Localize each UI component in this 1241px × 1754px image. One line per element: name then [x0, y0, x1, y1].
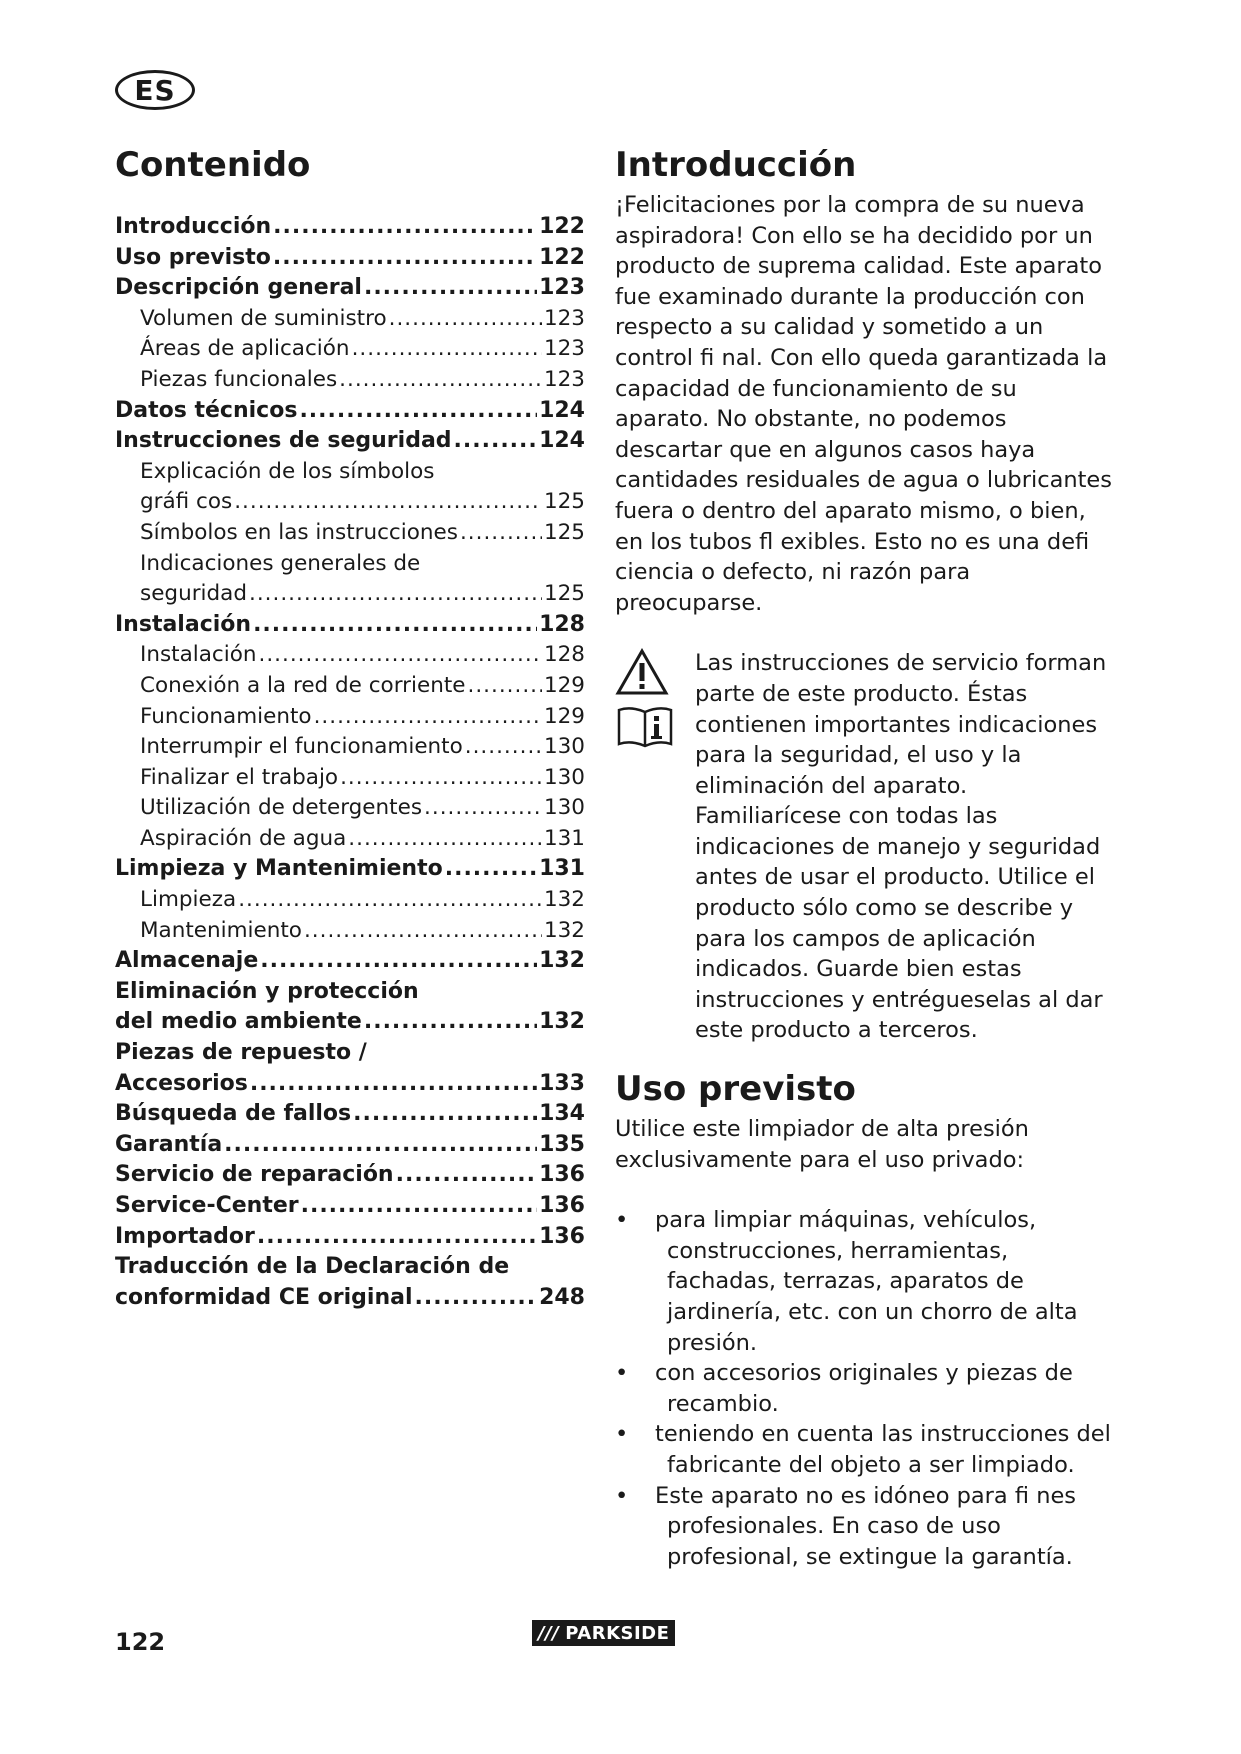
- toc-entry-page: 123: [543, 366, 585, 392]
- toc-leader-dots: [340, 763, 542, 794]
- toc-leader-dots: [224, 1130, 537, 1161]
- intro-paragraph: ¡Felicitaciones por la compra de su nueva aspiradora! Con ello se ha decidido por un producto de suprema calidad. Este aparato fue examinado durante la producción con respecto a su calidad y sometido a un control fi nal. Con ello queda garantizada la capacidad de funcionamiento de su aparato. No obstante, no podemos descartar que en algunos casos haya cantidades residuales de agua o lubricantes fuera o dentro del aparato mismo, o bien, en los tubos fl exibles. Esto no es una defi ciencia o defecto, ni razón para preocuparse.: [615, 192, 1112, 616]
- toc-entry-label: Uso previsto: [115, 244, 271, 270]
- content-column: [615, 140, 1115, 1572]
- uso-title: Uso previsto: [615, 1069, 856, 1110]
- toc-leader-dots: [445, 854, 537, 885]
- toc-entry-label: Funcionamiento: [140, 703, 312, 729]
- toc-entry-label: Limpieza: [140, 887, 237, 913]
- brand-slashes: ///: [538, 1622, 560, 1644]
- toc-entry: [115, 518, 585, 549]
- toc-leader-dots: [415, 1283, 538, 1314]
- toc-entry: [115, 1252, 585, 1283]
- toc-leader-dots: [250, 1069, 537, 1100]
- toc-entry-page: 125: [543, 581, 585, 607]
- list-item: [615, 1481, 1115, 1573]
- toc-list: [115, 212, 585, 1313]
- toc-entry: [115, 1069, 585, 1100]
- toc-entry-label: Áreas de aplicación: [140, 336, 350, 362]
- toc-leader-dots: [299, 396, 537, 427]
- toc-entry-label: Aspiración de agua: [140, 825, 347, 851]
- toc-entry: [115, 763, 585, 794]
- toc-leader-dots: [468, 671, 542, 702]
- toc-entry-page: 130: [543, 764, 585, 790]
- toc-entry: [115, 1283, 585, 1314]
- toc-leader-dots: [460, 518, 542, 549]
- brand-logo: [532, 1620, 675, 1646]
- toc-entry-label: Descripción general: [115, 275, 362, 301]
- brand-name: PARKSIDE: [565, 1622, 670, 1644]
- toc-entry-page: 133: [539, 1070, 585, 1096]
- toc-entry-label: Introducción: [115, 214, 272, 239]
- toc-entry: [115, 977, 585, 1008]
- toc-entry-page: 131: [543, 825, 585, 851]
- toc-entry-page: 132: [543, 917, 585, 943]
- toc-entry: [115, 304, 585, 335]
- toc-entry-page: 128: [543, 642, 585, 668]
- toc-entry-label: Búsqueda de fallos: [115, 1101, 352, 1127]
- toc-entry: [115, 1038, 585, 1069]
- toc-entry-label: Servicio de reparación: [115, 1162, 394, 1188]
- toc-entry-label: Instrucciones de seguridad: [115, 428, 452, 454]
- toc-entry-label: Volumen de suministro: [140, 305, 387, 331]
- toc-entry-page: 131: [539, 856, 585, 882]
- toc-entry-label: Indicaciones generales de: [140, 550, 421, 576]
- toc-entry-label: Símbolos en las instrucciones: [140, 519, 458, 545]
- toc-leader-dots: [396, 1160, 537, 1191]
- toc-leader-dots: [273, 243, 537, 274]
- toc-entry-label: Finalizar el trabajo: [140, 764, 339, 790]
- toc-entry: [115, 426, 585, 457]
- toc-entry-page: 130: [543, 734, 585, 760]
- toc-entry-page: 122: [539, 244, 585, 270]
- toc-entry-page: 125: [543, 519, 585, 545]
- toc-entry-label: gráfi cos: [140, 489, 233, 515]
- page-number: 122: [115, 1628, 166, 1656]
- warning-triangle-icon: [615, 648, 669, 696]
- toc-entry: [115, 1099, 585, 1130]
- toc-entry-label: Limpieza y Mantenimiento: [115, 856, 443, 882]
- toc-entry: [115, 457, 585, 488]
- toc-entry-label: Garantía: [115, 1131, 223, 1157]
- toc-entry: [115, 1160, 585, 1191]
- toc-entry-label: conformidad CE original: [115, 1284, 413, 1310]
- toc-leader-dots: [238, 885, 542, 916]
- toc-entry-label: Importador: [115, 1223, 255, 1249]
- list-item: [615, 1419, 1115, 1480]
- toc-entry: [115, 885, 585, 916]
- toc-entry: [115, 243, 585, 274]
- toc-entry-label: Utilización de detergentes: [140, 795, 423, 821]
- toc-entry: [115, 334, 585, 365]
- toc-entry: [115, 365, 585, 396]
- toc-leader-dots: [424, 793, 542, 824]
- toc-entry-label: Service-Center: [115, 1193, 299, 1218]
- toc-entry-page: 123: [543, 305, 585, 331]
- toc-entry-page: 123: [539, 275, 585, 301]
- note-text: Las instrucciones de servicio forman parte de este producto. Éstas contienen importantes indicaciones para la seguridad, el uso y la eliminación del aparato. Familiarícese con todas las indicaciones de manejo y seguridad antes de usar el producto. Utilice el producto sólo como se describe y para los campos de aplicación indicados. Guarde bien estas instrucciones y entrégueselas al dar este producto a terceros.: [695, 650, 1107, 1044]
- toc-leader-dots: [353, 1099, 537, 1130]
- list-item-text: • para limpiar máquinas, vehículos, construcciones, herramientas, fachadas, terrazas, aparatos de jardinería, etc. con un chorro de alta presión.: [655, 1207, 1078, 1356]
- toc-entry: [115, 487, 585, 518]
- toc-entry-label: Explicación de los símbolos: [140, 458, 435, 484]
- toc-column: [115, 140, 585, 1313]
- toc-entry-label: del medio ambiente: [115, 1009, 362, 1035]
- toc-entry: [115, 273, 585, 304]
- toc-entry-page: 124: [539, 397, 585, 423]
- toc-entry-page: 134: [539, 1101, 585, 1127]
- language-badge: ES: [115, 70, 195, 110]
- toc-leader-dots: [314, 702, 542, 733]
- toc-entry-label: Conexión a la red de corriente: [140, 672, 466, 698]
- toc-entry-page: 132: [539, 948, 585, 974]
- toc-entry: [115, 396, 585, 427]
- list-item: [615, 1205, 1115, 1358]
- toc-leader-dots: [465, 732, 542, 763]
- toc-entry: [115, 579, 585, 610]
- toc-entry-page: 248: [539, 1284, 585, 1310]
- toc-leader-dots: [304, 916, 542, 947]
- toc-leader-dots: [260, 946, 537, 977]
- toc-entry-label: Interrumpir el funcionamiento: [140, 734, 463, 760]
- toc-entry-label: Accesorios: [115, 1070, 248, 1096]
- toc-entry: [115, 854, 585, 885]
- toc-leader-dots: [339, 365, 542, 396]
- toc-entry-page: 136: [539, 1193, 585, 1218]
- toc-entry-page: 122: [539, 214, 585, 239]
- list-item-text: • Este aparato no es idóneo para fi nes profesionales. En caso de uso profesional, se extingue la garantía.: [655, 1482, 1077, 1570]
- toc-entry-label: Piezas funcionales: [140, 366, 338, 392]
- toc-entry-page: 128: [539, 611, 585, 637]
- toc-leader-dots: [234, 487, 542, 518]
- toc-leader-dots: [257, 1222, 537, 1253]
- toc-entry-page: 136: [539, 1223, 585, 1249]
- toc-entry-page: 135: [539, 1131, 585, 1157]
- toc-entry: [115, 1130, 585, 1161]
- toc-entry: [115, 793, 585, 824]
- toc-entry-label: Eliminación y protección: [115, 978, 419, 1004]
- toc-entry-label: Instalación: [115, 611, 252, 637]
- toc-entry-page: 132: [539, 1009, 585, 1035]
- manual-info-icon: [615, 704, 675, 748]
- uso-paragraph: Utilice este limpiador de alta presión exclusivamente para el uso privado:: [615, 1116, 1029, 1173]
- toc-entry: [115, 916, 585, 947]
- toc-entry: [115, 824, 585, 855]
- safety-note: [615, 648, 1115, 1046]
- toc-entry-label: seguridad: [140, 581, 247, 607]
- note-icons: [615, 648, 695, 1046]
- toc-leader-dots: [364, 273, 537, 304]
- intro-title: Introducción: [615, 145, 857, 185]
- toc-title: Contenido: [115, 145, 311, 185]
- toc-entry: [115, 1222, 585, 1253]
- list-item: [615, 1358, 1115, 1419]
- toc-leader-dots: [454, 426, 538, 457]
- toc-leader-dots: [348, 824, 542, 855]
- toc-entry-page: 132: [543, 887, 585, 913]
- list-item-text: • con accesorios originales y piezas de recambio.: [655, 1360, 1073, 1417]
- toc-leader-dots: [249, 579, 542, 610]
- toc-leader-dots: [364, 1007, 537, 1038]
- toc-entry-page: 130: [543, 795, 585, 821]
- toc-entry: [115, 549, 585, 580]
- toc-entry-page: 129: [543, 672, 585, 698]
- toc-entry-label: Piezas de repuesto /: [115, 1040, 367, 1066]
- toc-entry: [115, 671, 585, 702]
- toc-leader-dots: [389, 304, 542, 335]
- toc-leader-dots: [352, 334, 542, 365]
- toc-entry-page: 124: [539, 428, 585, 454]
- toc-entry: [115, 702, 585, 733]
- toc-leader-dots: [273, 212, 537, 243]
- toc-entry: [115, 212, 585, 243]
- toc-leader-dots: [253, 610, 537, 641]
- list-item-text: • teniendo en cuenta las instrucciones del fabricante del objeto a ser limpiado.: [655, 1421, 1111, 1478]
- toc-entry-page: 136: [539, 1162, 585, 1188]
- toc-entry-label: Traducción de la Declaración de: [115, 1254, 510, 1280]
- toc-entry-label: Instalación: [140, 642, 257, 668]
- uso-bullet-list: [615, 1205, 1115, 1572]
- toc-entry: [115, 732, 585, 763]
- toc-leader-dots: [301, 1191, 537, 1222]
- toc-entry: [115, 946, 585, 977]
- toc-entry: [115, 1191, 585, 1222]
- toc-entry-label: Mantenimiento: [140, 917, 302, 943]
- toc-entry-label: Almacenaje: [115, 948, 259, 974]
- toc-entry-page: 123: [543, 336, 585, 362]
- toc-entry-label: Datos técnicos: [115, 397, 298, 423]
- toc-entry: [115, 640, 585, 671]
- toc-entry-page: 125: [543, 489, 585, 515]
- toc-entry: [115, 610, 585, 641]
- toc-entry: [115, 1007, 585, 1038]
- toc-leader-dots: [259, 640, 542, 671]
- toc-entry-page: 129: [543, 703, 585, 729]
